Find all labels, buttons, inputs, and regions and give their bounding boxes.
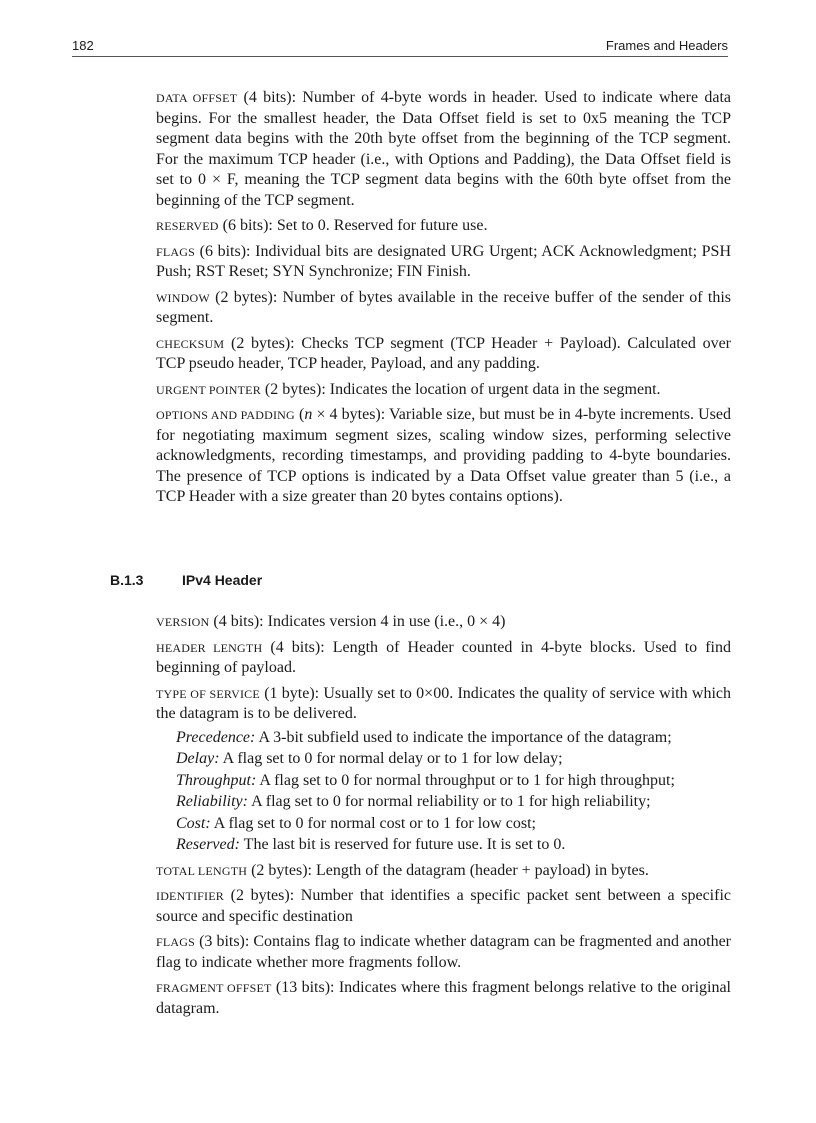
field-term: IDENTIFIER bbox=[156, 889, 224, 903]
field-entry bbox=[156, 216, 731, 237]
section-number: B.1.3 bbox=[110, 572, 144, 588]
tos-subfield bbox=[176, 748, 731, 770]
field-description: × 4 bytes): Variable size, but must be in 4-byte increments. Used for negotiating maximum segment sizes, scaling window sizes, performing selective acknowledgments, recording timestamps, and providing padding to 4-byte boundaries. The presence of TCP options is indicated by a Data Offset value greater than 5 (i.e., a TCP Header with a size greater than 20 bytes contains options). bbox=[156, 406, 732, 505]
field-term: TYPE OF SERVICE bbox=[156, 686, 260, 701]
field-entry bbox=[156, 638, 731, 679]
field-description: (4 bits): Length of Header counted in 4-byte blocks. Used to find beginning of payload. bbox=[156, 638, 731, 676]
field-term: TOTAL LENGTH bbox=[156, 863, 248, 878]
subfield-label: Precedence: bbox=[176, 728, 256, 746]
field-entry bbox=[156, 684, 731, 725]
field-entry bbox=[156, 978, 731, 1019]
subfield-description: A flag set to 0 for normal delay or to 1 for low delay; bbox=[219, 750, 563, 767]
field-term: OPTIONS AND PADDING bbox=[156, 408, 295, 422]
field-term: URGENT POINTER bbox=[156, 382, 261, 397]
running-head bbox=[72, 38, 728, 57]
subfield-description: A flag set to 0 for normal reliability or to 1 for high reliability; bbox=[247, 793, 651, 810]
field-entry bbox=[156, 861, 731, 882]
field-description: (2 bytes): Indicates the location of urgent data in the segment. bbox=[260, 380, 661, 398]
field-description: (2 bytes): Length of the datagram (header + payload) in bytes. bbox=[247, 861, 649, 879]
field-description: (13 bits): Indicates where this fragment belongs relative to the original datagram. bbox=[156, 979, 732, 1017]
field-entry bbox=[156, 380, 731, 401]
chapter-title: Frames and Headers bbox=[605, 38, 728, 53]
field-term: VERSION bbox=[156, 615, 210, 629]
field-term: CHECKSUM bbox=[156, 336, 225, 351]
section-title: IPv4 Header bbox=[182, 572, 263, 588]
tos-subfield bbox=[176, 791, 731, 813]
subfield-description: A 3-bit subfield used to indicate the importance of the datagram; bbox=[255, 728, 672, 746]
field-description: (6 bits): Set to 0. Reserved for future use. bbox=[218, 217, 488, 234]
field-entry bbox=[156, 612, 731, 633]
field-term: WINDOW bbox=[156, 290, 210, 305]
field-description: (4 bits): Indicates version 4 in use (i.e., 0 × 4) bbox=[209, 613, 506, 630]
field-description: (6 bits): Individual bits are designated URG Urgent; ACK Acknowledgment; PSH Push; RST Reset; SYN Synchronize; FIN Finish. bbox=[156, 242, 731, 280]
field-term: DATA OFFSET bbox=[156, 91, 238, 105]
field-entry bbox=[156, 334, 731, 375]
tos-subfield bbox=[176, 727, 731, 749]
ipv4-field-list bbox=[156, 612, 731, 1024]
field-variable: n bbox=[304, 406, 313, 423]
field-entry bbox=[156, 242, 731, 283]
field-term: HEADER LENGTH bbox=[156, 640, 263, 655]
subfield-label: Cost: bbox=[176, 814, 211, 832]
tos-subfield bbox=[176, 770, 731, 792]
subfield-description: A flag set to 0 for normal cost or to 1 for low cost; bbox=[210, 814, 536, 832]
field-entry-options bbox=[156, 405, 731, 508]
field-entry bbox=[156, 932, 731, 973]
subfield-label: Reliability: bbox=[176, 793, 248, 810]
field-term: RESERVED bbox=[156, 219, 219, 233]
subfield-label: Throughput: bbox=[176, 771, 257, 789]
field-entry bbox=[156, 886, 731, 927]
field-description: (2 bytes): Number that identifies a specific packet sent between a specific source and specific destination bbox=[156, 887, 731, 925]
tos-subfield bbox=[176, 813, 731, 835]
subfield-description: The last bit is reserved for future use. It is set to 0. bbox=[239, 836, 566, 853]
subfield-label: Delay: bbox=[176, 750, 220, 767]
field-open-paren: ( bbox=[294, 406, 305, 423]
field-description: (3 bits): Contains flag to indicate whether datagram can be fragmented and another flag to indicate whether more fragments follow. bbox=[156, 933, 731, 971]
subfield-label: Reserved: bbox=[176, 836, 240, 853]
field-entry bbox=[156, 288, 731, 329]
field-term: FLAGS bbox=[156, 244, 196, 259]
field-entry bbox=[156, 88, 731, 211]
section-heading bbox=[110, 572, 262, 588]
page-number: 182 bbox=[72, 38, 94, 53]
tcp-field-list bbox=[156, 88, 731, 513]
field-description: (2 bytes): Checks TCP segment (TCP Header + Payload). Calculated over TCP pseudo header, TCP header, Payload, and any padding. bbox=[156, 334, 731, 372]
field-term: FLAGS bbox=[156, 935, 196, 949]
field-description: (4 bits): Number of 4-byte words in header. Used to indicate where data begins. For the smallest header, the Data Offset field is set to 0x5 meaning the TCP segment data begins with the 20th byte offset from the beginning of the TCP segment. For the maximum TCP header (i.e., with Options and Padding), the Data Offset field is set to 0 × F, meaning the TCP segment data begins with the 60th byte offset from the beginning of the TCP segment. bbox=[156, 89, 731, 209]
field-term: FRAGMENT OFFSET bbox=[156, 981, 272, 995]
field-description: (2 bytes): Number of bytes available in the receive buffer of the sender of this segment. bbox=[156, 288, 731, 326]
tos-subfield bbox=[176, 834, 731, 856]
subfield-description: A flag set to 0 for normal throughput or to 1 for high throughput; bbox=[256, 771, 675, 789]
field-description: (1 byte): Usually set to 0×00. Indicates the quality of service with which the datagram is to be delivered. bbox=[156, 684, 731, 722]
